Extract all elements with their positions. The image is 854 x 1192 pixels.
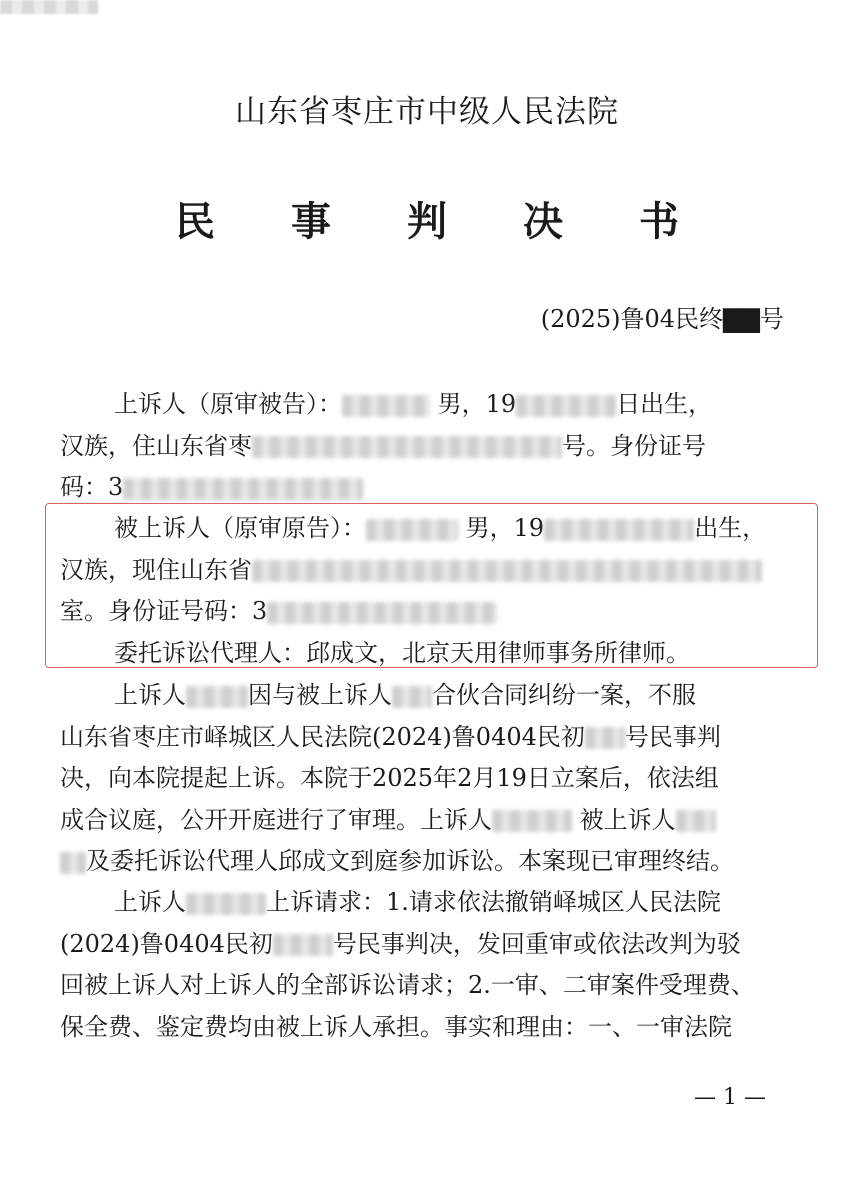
text: 男，19 [437,390,517,418]
court-name: 山东省枣庄市中级人民法院 [235,94,619,130]
text: 码：3 [60,473,124,501]
text: 号民事判 [624,722,721,751]
text: 汉族，现住山东省 [60,555,252,584]
redaction [366,519,458,541]
text: 回被上诉人对上诉人的全部诉讼请求；2.一审、二审案件受理费、 [60,971,755,999]
redaction [392,686,432,708]
text: 日出生， [616,390,713,418]
case-background-paragraph [60,675,790,883]
redaction [123,478,363,500]
redaction [252,436,562,458]
appeal-request-paragraph [60,882,790,1048]
redaction [186,893,266,915]
agent-line: 委托诉讼代理人：邱成文，北京天用律师事务所律师。 [114,638,690,667]
text: 出生， [694,514,767,542]
text: 决，向本院提起上诉。本院于2025年2月19日立案后，依法组 [60,764,719,792]
appellant-paragraph [60,384,790,509]
text: 被上诉人（原审原告）： [114,514,366,542]
text: 合伙合同纠纷一案，不服 [432,681,696,709]
text: 上诉请求：1.请求依法撤销峄城区人民法院 [266,888,721,916]
redaction [676,810,716,832]
redaction [252,560,762,582]
redaction [342,395,430,417]
text: 上诉人 [114,888,186,916]
redaction [186,686,248,708]
text: (2024)鲁0404民初 [60,929,273,958]
redaction [516,395,616,417]
text: 因与被上诉人 [248,681,392,709]
text: 号。身份证号 [562,431,706,460]
case-number: (2025)鲁04民终▇▇号 [540,305,784,333]
text: 号民事判决，发回重审或依法改判为驳 [332,929,741,958]
text: 成合议庭，公开开庭进行了审理。上诉人 [60,805,492,834]
redaction [585,727,625,749]
redacted-corner-mark [0,0,98,14]
text: 山东省枣庄市峄城区人民法院(2024)鲁0404民初 [60,722,585,751]
redaction [273,934,333,956]
text: 汉族，住山东省枣 [60,431,252,460]
text: 及委托诉讼代理人邱成文到庭参加诉讼。本案现已审理终结。 [86,847,734,875]
page-number: — 1 — [694,1085,766,1110]
text: 保全费、鉴定费均由被上诉人承担。事实和理由：一、一审法院 [60,1012,732,1041]
redaction [267,602,497,624]
text: 室。身份证号码：3 [60,597,268,625]
text: 被上诉人 [579,805,676,834]
redaction [60,852,86,874]
appellee-paragraph [60,508,790,674]
redaction [492,810,572,832]
redaction [544,519,694,541]
text: 上诉人 [114,681,186,709]
text: 上诉人（原审被告）： [114,390,342,418]
document-title: 民事判决书 [175,198,755,245]
text: 男，19 [465,514,545,542]
